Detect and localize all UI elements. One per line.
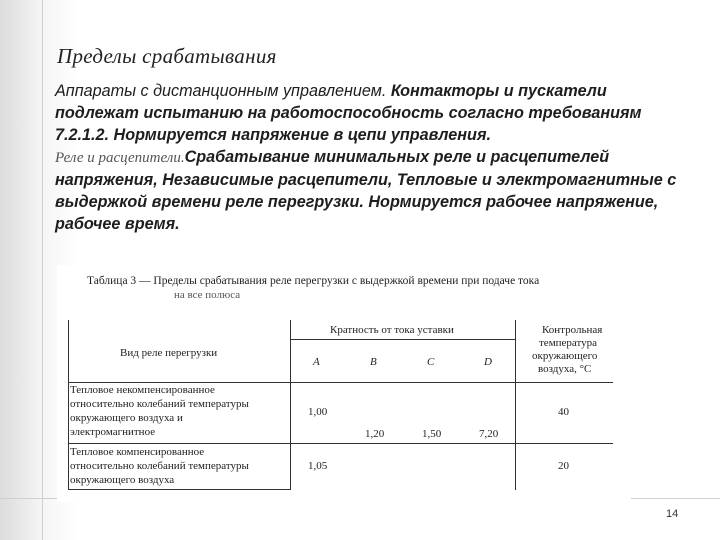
header-col-c: C: [427, 356, 435, 368]
border: [68, 320, 69, 490]
slide-title: Пределы срабатывания: [57, 44, 277, 68]
header-col-b: B: [370, 356, 377, 368]
border: [68, 489, 290, 490]
border: [68, 382, 613, 383]
border: [515, 320, 516, 490]
header-col-a: A: [313, 356, 320, 368]
row1-value-a: 1,00: [308, 406, 328, 418]
table-caption-line2: на все полюса: [174, 289, 241, 301]
table-caption: Таблица 3 — Пределы срабатывания реле перегрузки с выдержкой времени при подаче тока: [87, 275, 540, 287]
row1-value-c: 1,50: [422, 428, 442, 440]
border: [290, 320, 291, 490]
row1-value-d: 7,20: [479, 428, 499, 440]
page-number: 14: [666, 508, 679, 520]
row1-line2: относительно колебаний температуры: [70, 398, 249, 410]
overload-table: [68, 320, 613, 490]
border: [290, 339, 515, 340]
row2-line2: относительно колебаний температуры: [70, 460, 249, 472]
paragraph-2: [55, 146, 695, 235]
row1-line1: Тепловое некомпенсированное: [70, 384, 215, 396]
row2-line3: окружающего воздуха: [70, 474, 175, 486]
paragraph-1: [55, 80, 695, 146]
paragraph-2-lead: Реле и расцепители.: [55, 150, 185, 166]
header-temp-line3: окружающего: [532, 350, 598, 362]
left-divider: [42, 0, 43, 540]
row2-line1: Тепловое компенсированное: [70, 446, 205, 458]
paragraph-1-lead: Аппараты с дистанционным управлением.: [55, 82, 387, 100]
header-temp-line2: температура: [539, 337, 598, 349]
border: [68, 443, 613, 444]
row2-value-temp: 20: [558, 460, 569, 472]
row1-value-temp: 40: [558, 406, 569, 418]
header-multiplicity: Кратность от тока уставки: [330, 324, 454, 336]
header-temp-line1: Контрольная: [542, 324, 603, 336]
paragraph-1-text: Контакторы и пускатели подлежат испытанию на работоспособность согласно требованиям 7.2.1.2. Нормируется напряжение в цепи управления.: [55, 82, 642, 144]
header-col-d: D: [484, 356, 492, 368]
header-temp-line4: воздуха, °С: [538, 363, 592, 375]
paragraph-2-text: Срабатывание минимальных реле и расцепителей напряжения, Независимые расцепители, Тепловые и электромагнитные с выдержкой времени реле перегрузки. Нормируется рабочее напряжение, рабочее время.: [55, 148, 677, 233]
row1-value-b: 1,20: [365, 428, 385, 440]
row1-line3: окружающего воздуха и: [70, 412, 183, 424]
table-image: [57, 265, 631, 502]
slide-body: [55, 80, 695, 235]
header-relay-type: Вид реле перегрузки: [120, 347, 218, 359]
row2-value-a: 1,05: [308, 460, 328, 472]
row1-line4: электромагнитное: [70, 426, 156, 438]
